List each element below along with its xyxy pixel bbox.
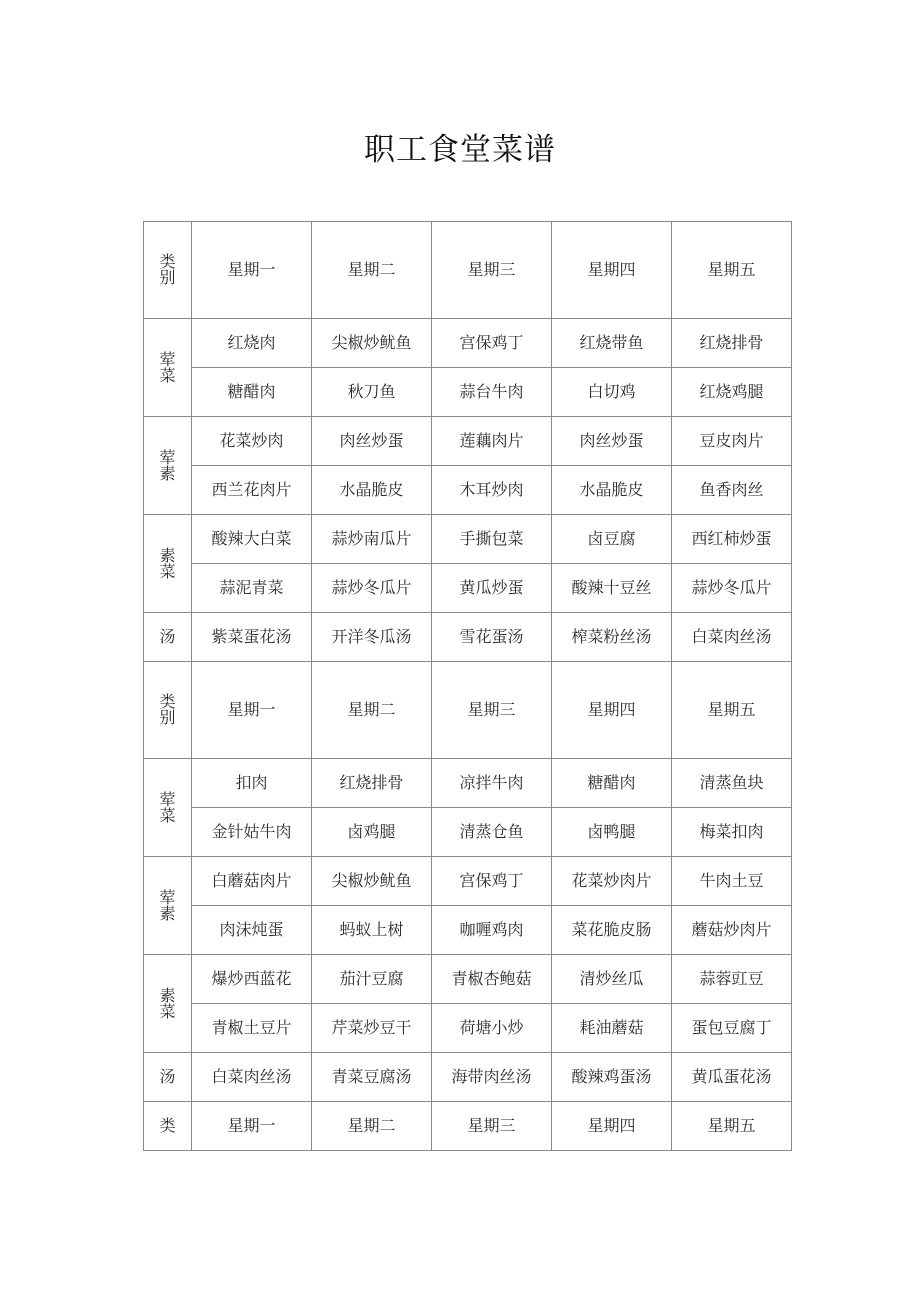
dish-cell: 蚂蚁上树 xyxy=(312,906,432,955)
category-cell: 汤 xyxy=(144,1053,192,1102)
dish-cell: 红烧带鱼 xyxy=(552,319,672,368)
dish-cell: 梅菜扣肉 xyxy=(672,808,792,857)
dish-cell: 宫保鸡丁 xyxy=(432,857,552,906)
dish-cell: 咖喱鸡肉 xyxy=(432,906,552,955)
dish-cell: 蒜炒南瓜片 xyxy=(312,515,432,564)
dish-cell: 蒜蓉豇豆 xyxy=(672,955,792,1004)
dish-cell: 西兰花肉片 xyxy=(192,466,312,515)
category-cell: 类 xyxy=(144,1102,192,1151)
dish-cell: 蒜炒冬瓜片 xyxy=(672,564,792,613)
dish-cell: 蒜泥青菜 xyxy=(192,564,312,613)
menu-table xyxy=(143,221,792,1151)
dish-cell: 宫保鸡丁 xyxy=(432,319,552,368)
category-cell: 素 菜 xyxy=(144,955,192,1053)
dish-cell: 爆炒西蓝花 xyxy=(192,955,312,1004)
dish-cell: 红烧排骨 xyxy=(672,319,792,368)
dish-cell: 芹菜炒豆干 xyxy=(312,1004,432,1053)
dish-cell: 青椒土豆片 xyxy=(192,1004,312,1053)
day-header: 星期三 xyxy=(432,222,552,319)
dish-cell: 尖椒炒鱿鱼 xyxy=(312,857,432,906)
dish-cell: 海带肉丝汤 xyxy=(432,1053,552,1102)
week2-meat-row xyxy=(144,808,792,857)
dish-cell: 酸辣鸡蛋汤 xyxy=(552,1053,672,1102)
category-cell: 汤 xyxy=(144,613,192,662)
dish-cell: 紫菜蛋花汤 xyxy=(192,613,312,662)
day-header: 星期五 xyxy=(672,662,792,759)
dish-cell: 清蒸鱼块 xyxy=(672,759,792,808)
week2-mixed-row xyxy=(144,906,792,955)
dish-cell: 鱼香肉丝 xyxy=(672,466,792,515)
dish-cell: 清炒丝瓜 xyxy=(552,955,672,1004)
day-header: 星期一 xyxy=(192,662,312,759)
week1-meat-row xyxy=(144,368,792,417)
day-header: 星期二 xyxy=(312,222,432,319)
dish-cell: 清蒸仓鱼 xyxy=(432,808,552,857)
category-cell: 荤 素 xyxy=(144,417,192,515)
day-header: 星期四 xyxy=(552,1102,672,1151)
dish-cell: 青菜豆腐汤 xyxy=(312,1053,432,1102)
dish-cell: 榨菜粉丝汤 xyxy=(552,613,672,662)
week2-meat-row xyxy=(144,759,792,808)
week2-veg-row xyxy=(144,1004,792,1053)
week1-veg-row xyxy=(144,515,792,564)
dish-cell: 木耳炒肉 xyxy=(432,466,552,515)
dish-cell: 豆皮肉片 xyxy=(672,417,792,466)
category-cell: 类 别 xyxy=(144,222,192,319)
day-header: 星期五 xyxy=(672,1102,792,1151)
dish-cell: 水晶脆皮 xyxy=(552,466,672,515)
day-header: 星期四 xyxy=(552,222,672,319)
dish-cell: 白蘑菇肉片 xyxy=(192,857,312,906)
dish-cell: 莲藕肉片 xyxy=(432,417,552,466)
dish-cell: 糖醋肉 xyxy=(192,368,312,417)
dish-cell: 茄汁豆腐 xyxy=(312,955,432,1004)
dish-cell: 卤鸡腿 xyxy=(312,808,432,857)
week1-soup-row xyxy=(144,613,792,662)
dish-cell: 菜花脆皮肠 xyxy=(552,906,672,955)
dish-cell: 酸辣大白菜 xyxy=(192,515,312,564)
week1-veg-row xyxy=(144,564,792,613)
dish-cell: 尖椒炒鱿鱼 xyxy=(312,319,432,368)
dish-cell: 手撕包菜 xyxy=(432,515,552,564)
dish-cell: 红烧肉 xyxy=(192,319,312,368)
week1-header-row xyxy=(144,222,792,319)
day-header: 星期五 xyxy=(672,222,792,319)
week3-header-row xyxy=(144,1102,792,1151)
dish-cell: 卤鸭腿 xyxy=(552,808,672,857)
dish-cell: 蒜炒冬瓜片 xyxy=(312,564,432,613)
dish-cell: 荷塘小炒 xyxy=(432,1004,552,1053)
category-cell: 荤 菜 xyxy=(144,759,192,857)
week2-veg-row xyxy=(144,955,792,1004)
dish-cell: 西红柿炒蛋 xyxy=(672,515,792,564)
dish-cell: 白菜肉丝汤 xyxy=(672,613,792,662)
day-header: 星期一 xyxy=(192,1102,312,1151)
dish-cell: 蒜台牛肉 xyxy=(432,368,552,417)
dish-cell: 牛肉土豆 xyxy=(672,857,792,906)
week1-mixed-row xyxy=(144,417,792,466)
dish-cell: 红烧排骨 xyxy=(312,759,432,808)
day-header: 星期三 xyxy=(432,1102,552,1151)
dish-cell: 肉沫炖蛋 xyxy=(192,906,312,955)
dish-cell: 花菜炒肉 xyxy=(192,417,312,466)
dish-cell: 白菜肉丝汤 xyxy=(192,1053,312,1102)
dish-cell: 白切鸡 xyxy=(552,368,672,417)
day-header: 星期二 xyxy=(312,662,432,759)
dish-cell: 扣肉 xyxy=(192,759,312,808)
week1-mixed-row xyxy=(144,466,792,515)
week1-meat-row xyxy=(144,319,792,368)
dish-cell: 开洋冬瓜汤 xyxy=(312,613,432,662)
dish-cell: 雪花蛋汤 xyxy=(432,613,552,662)
week2-header-row xyxy=(144,662,792,759)
dish-cell: 黄瓜炒蛋 xyxy=(432,564,552,613)
dish-cell: 蛋包豆腐丁 xyxy=(672,1004,792,1053)
dish-cell: 肉丝炒蛋 xyxy=(312,417,432,466)
category-cell: 荤 菜 xyxy=(144,319,192,417)
day-header: 星期三 xyxy=(432,662,552,759)
dish-cell: 红烧鸡腿 xyxy=(672,368,792,417)
dish-cell: 花菜炒肉片 xyxy=(552,857,672,906)
category-cell: 荤 素 xyxy=(144,857,192,955)
day-header: 星期一 xyxy=(192,222,312,319)
week2-soup-row xyxy=(144,1053,792,1102)
dish-cell: 肉丝炒蛋 xyxy=(552,417,672,466)
category-cell: 素 菜 xyxy=(144,515,192,613)
day-header: 星期四 xyxy=(552,662,672,759)
dish-cell: 水晶脆皮 xyxy=(312,466,432,515)
dish-cell: 糖醋肉 xyxy=(552,759,672,808)
dish-cell: 金针姑牛肉 xyxy=(192,808,312,857)
dish-cell: 凉拌牛肉 xyxy=(432,759,552,808)
page-title: 职工食堂菜谱 xyxy=(364,132,556,168)
week2-mixed-row xyxy=(144,857,792,906)
dish-cell: 卤豆腐 xyxy=(552,515,672,564)
dish-cell: 酸辣十豆丝 xyxy=(552,564,672,613)
category-cell: 类 别 xyxy=(144,662,192,759)
day-header: 星期二 xyxy=(312,1102,432,1151)
dish-cell: 耗油蘑菇 xyxy=(552,1004,672,1053)
dish-cell: 黄瓜蛋花汤 xyxy=(672,1053,792,1102)
dish-cell: 秋刀鱼 xyxy=(312,368,432,417)
dish-cell: 蘑菇炒肉片 xyxy=(672,906,792,955)
dish-cell: 青椒杏鲍菇 xyxy=(432,955,552,1004)
